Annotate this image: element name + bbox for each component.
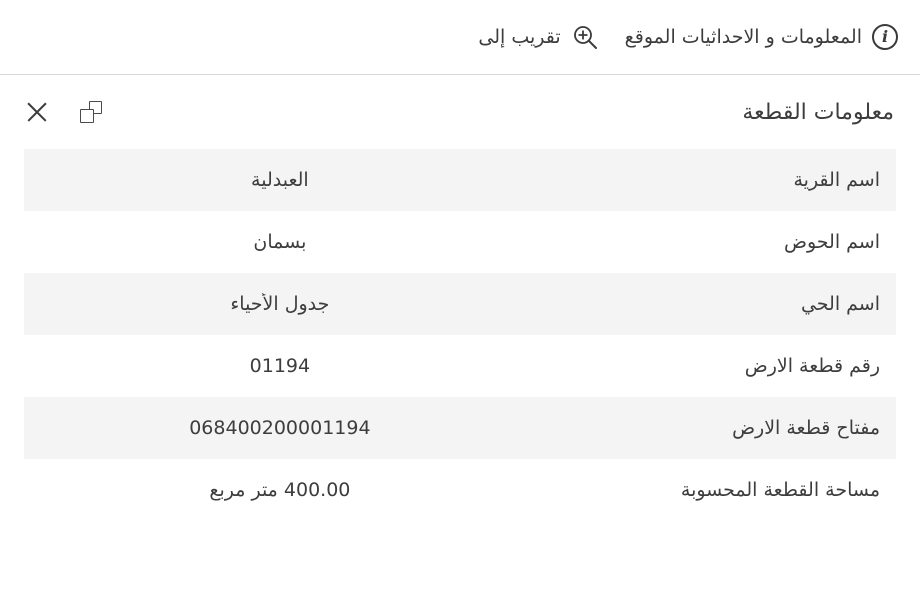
expand-icon	[80, 101, 102, 123]
row-value: 068400200001194	[189, 417, 371, 439]
panel-header	[0, 75, 920, 149]
zoom-in-icon	[571, 23, 599, 51]
row-label: اسم الحوض	[783, 231, 880, 253]
row-label: مساحة القطعة المحسوبة	[680, 479, 880, 501]
row-value: بسمان	[253, 231, 307, 253]
table-row	[24, 273, 896, 335]
close-icon	[25, 100, 49, 124]
panel-title: معلومات القطعة	[742, 99, 894, 125]
toolbar-item-info-coordinates[interactable]	[625, 24, 898, 50]
row-label: اسم القرية	[793, 169, 880, 191]
toolbar-item-zoom-to[interactable]	[478, 23, 598, 51]
toolbar-item-label: تقريب إلى	[478, 26, 561, 48]
row-label: اسم الحي	[800, 293, 880, 315]
row-value: العبدلية	[251, 169, 309, 191]
parcel-attributes-table	[0, 149, 920, 610]
top-toolbar	[0, 0, 920, 74]
table-row	[24, 149, 896, 211]
panel-actions	[22, 97, 106, 127]
row-label: رقم قطعة الارض	[744, 355, 880, 377]
toolbar-item-label: المعلومات و الاحداثيات الموقع	[624, 26, 862, 48]
table-row	[24, 397, 896, 459]
table-row	[24, 459, 896, 521]
expand-panel-button[interactable]	[76, 97, 106, 127]
table-row	[24, 335, 896, 397]
row-label: مفتاح قطعة الارض	[732, 417, 880, 439]
table-row	[24, 211, 896, 273]
info-icon: i	[872, 24, 898, 50]
row-value: 01194	[249, 355, 311, 377]
close-panel-button[interactable]	[22, 97, 52, 127]
row-value: جدول الأحياء	[230, 293, 330, 315]
row-value: 400.00 متر مربع	[209, 479, 351, 501]
